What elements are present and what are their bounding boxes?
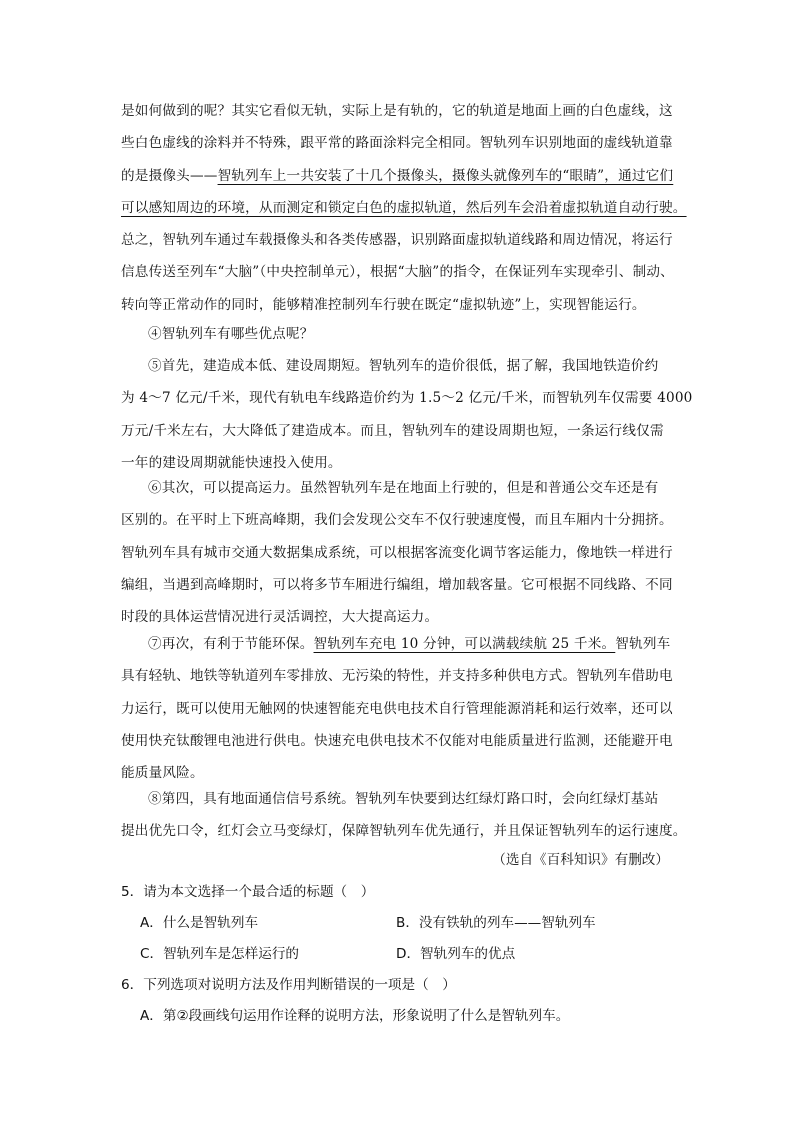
paragraph-6 — [121, 472, 681, 633]
source-citation: （选自《百科知识》有删改） — [492, 852, 669, 868]
text-line: ④智轨列车有哪些优点呢？ — [148, 326, 314, 342]
paragraph-8 — [121, 783, 687, 848]
text-line: 具有轻轨、地铁等轨道列车零排放、无污染的特性，并支持多种供电方式。智轨列车借助电 — [121, 668, 673, 685]
text-line: 使用快充钛酸锂电池进行供电。快速充电供电技术不仅能对电能质量进行监测，还能避开电 — [121, 732, 673, 749]
underlined-sentence: 智轨列车充电 10 分钟，可以满载续航 25 千米。 — [313, 636, 616, 652]
underlined-line: 可以感知周边的环境，从而测定和锁定白色的虚拟轨道，然后列车会沿着虚拟轨道自动行驶。 — [121, 199, 687, 216]
text-segment: 的是摄像头—— — [121, 167, 218, 184]
text-line: 一年的建设周期就能快速投入使用。 — [121, 454, 342, 471]
text-line: 总之，智轨列车通过车载摄像头和各类传感器，识别路面虚拟轨道线路和周边情况，将运行 — [121, 232, 673, 249]
paragraph-4 — [121, 318, 681, 350]
paragraph-5 — [121, 350, 693, 479]
q5-option-c: C．智轨列车是怎样运行的 — [140, 946, 300, 962]
q5-option-a: A．什么是智轨列车 — [140, 915, 259, 931]
text-line: ⑧第四，具有地面通信信号系统。智轨列车快要到达红绿灯路口时，会向红绿灯基站 — [148, 791, 659, 807]
question-6: 6．下列选项对说明方法及作用判断错误的一项是（ ） — [121, 977, 456, 993]
paragraph-2 — [121, 95, 687, 321]
question-5: 5．请为本文选择一个最合适的标题（ ） — [121, 884, 375, 900]
text-line: ⑥其次，可以提高运力。虽然智轨列车是在地面上行驶的，但是和普通公交车还是有 — [148, 480, 659, 496]
text-line: 智轨列车具有城市交通大数据集成系统，可以根据客流变化调节客运能力，像地铁一样进行 — [121, 544, 673, 561]
text-line: 力运行，既可以使用无触网的快速智能充电供电技术自行管理能源消耗和运行效率，还可以 — [121, 700, 673, 717]
text-line: 是如何做到的呢？其实它看似无轨，实际上是有轨的，它的轨道是地面上画的白色虚线，这 — [121, 103, 673, 119]
text-line: 为 4～7 亿元/千米，现代有轨电车线路造价约为 1.5～2 亿元/千米，而智轨列车仅需要 4000 — [121, 390, 693, 407]
text-segment: 智轨列车 — [615, 636, 671, 652]
text-line: 能质量风险。 — [121, 765, 204, 782]
paragraph-7 — [121, 628, 681, 789]
text-line: 万元/千米左右，大大降低了建造成本。而且，智轨列车的建设周期也短，一条运行线仅需 — [121, 422, 664, 439]
text-line: 时段的具体运营情况进行灵活调控，大大提高运力。 — [121, 609, 439, 626]
text-line: 些白色虚线的涂料并不特殊，跟平常的路面涂料完全相同。智轨列车识别地面的虚线轨道靠 — [121, 135, 673, 152]
text-line — [121, 160, 681, 192]
text-line: ⑤首先，建造成本低、建设周期短。智轨列车的造价很低，据了解，我国地铁造价约 — [148, 358, 659, 374]
underlined-sentence: 智轨列车上一共安装了十几个摄像头，摄像头就像列车的“眼睛”，通过它们 — [217, 167, 674, 184]
text-line: 提出优先口令，红灯会立马变绿灯，保障智轨列车优先通行，并且保证智轨列车的运行速度。 — [121, 823, 687, 840]
q5-option-d: D．智轨列车的优点 — [396, 946, 516, 962]
text-segment: ⑦再次，有利于节能环保。 — [148, 636, 314, 652]
q6-option-a: A．第②段画线句运用作诠释的说明方法，形象说明了什么是智轨列车。 — [140, 1008, 570, 1024]
q5-option-b: B．没有铁轨的列车——智轨列车 — [396, 915, 596, 931]
text-line: 区别的。在平时上下班高峰期，我们会发现公交车不仅行驶速度慢，而且车厢内十分拥挤。 — [121, 512, 673, 529]
text-line: 编组，当遇到高峰期时，可以将多节车厢进行编组，增加载客量。它可根据不同线路、不同 — [121, 576, 673, 593]
text-line: 转向等正常动作的同时，能够精准控制列车行驶在既定“虚拟轨迹”上，实现智能运行。 — [121, 296, 646, 313]
text-line: 信息传送至列车“大脑”（中央控制单元），根据“大脑”的指令，在保证列车实现牵引、制动、 — [121, 264, 674, 281]
text-line — [121, 628, 681, 660]
